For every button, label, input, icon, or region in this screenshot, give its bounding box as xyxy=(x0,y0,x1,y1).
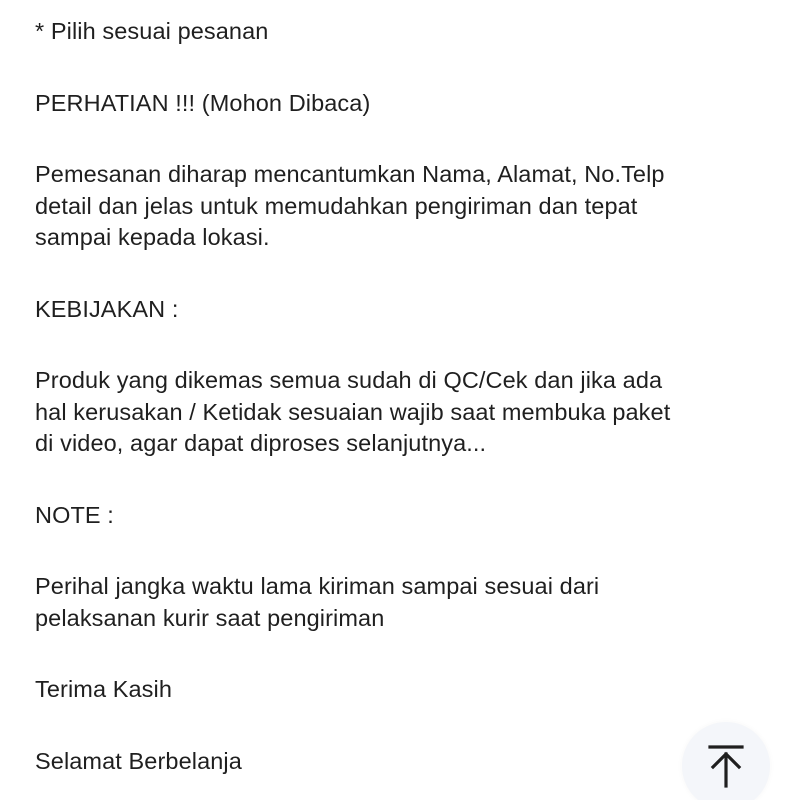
spacer xyxy=(35,119,775,159)
attention-body: Pemesanan diharap mencantumkan Nama, Alamat, No.Telp detail dan jelas untuk memudahkan pengiriman dan tepat sampai kepada lokasi. xyxy=(35,161,665,250)
arrow-up-to-top-icon xyxy=(706,744,746,788)
spacer xyxy=(35,254,775,294)
thanks-text: Terima Kasih xyxy=(35,676,173,702)
attention-heading: PERHATIAN !!! (Mohon Dibaca) xyxy=(35,89,371,116)
spacer xyxy=(35,48,775,88)
policy-body: Produk yang dikemas semua sudah di QC/Cek dan jika ada hal kerusakan / Ketidak sesuaian wajib saat membuka paket di video, agar dapat diproses selanjutnya... xyxy=(35,367,671,456)
spacer xyxy=(35,706,775,746)
spacer xyxy=(35,325,775,365)
spacer xyxy=(35,634,775,674)
note-heading: NOTE : xyxy=(35,501,114,528)
choose-note: * Pilih sesuai pesanan xyxy=(35,18,269,44)
spacer xyxy=(35,460,775,500)
policy-heading: KEBIJAKAN : xyxy=(35,295,179,322)
scroll-to-top-button[interactable] xyxy=(682,722,770,800)
note-body: Perihal jangka waktu lama kiriman sampai sesuai dari pelaksanan kurir saat pengiriman xyxy=(35,573,600,631)
spacer xyxy=(35,531,775,571)
closing-text: Selamat Berbelanja xyxy=(35,747,242,774)
product-description xyxy=(35,16,775,777)
